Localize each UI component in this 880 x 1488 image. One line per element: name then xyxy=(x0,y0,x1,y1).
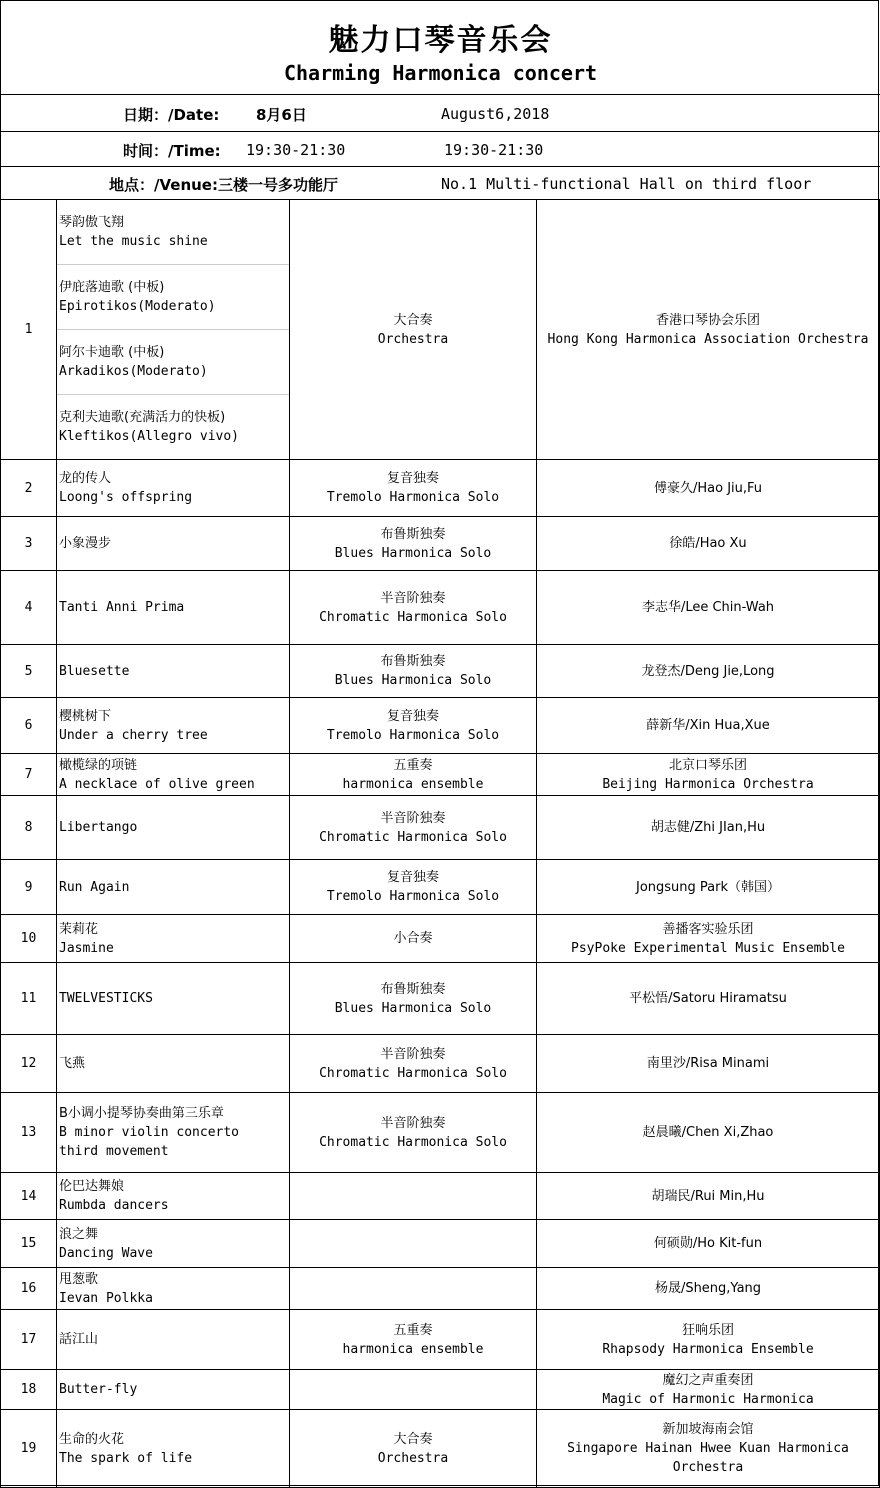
performer xyxy=(537,754,880,796)
piece-cell xyxy=(57,1268,290,1310)
date-row xyxy=(1,95,880,132)
performer-english: Singapore Hainan Hwee Kuan Harmonica xyxy=(567,1441,849,1456)
performer-english: Hong Kong Harmonica Association Orchestra xyxy=(547,331,869,347)
table-row xyxy=(1,915,880,963)
title-chinese: 魅力口琴音乐会 xyxy=(328,23,553,58)
piece-cell xyxy=(57,460,290,517)
table-row xyxy=(1,754,880,796)
form-chinese: 半音阶独奏 xyxy=(380,590,446,606)
performer-name: 李志华/Lee Chin-Wah xyxy=(641,600,775,615)
table-row xyxy=(1,963,880,1035)
table-row xyxy=(1,1310,880,1370)
form-english: Chromatic Harmonica Solo xyxy=(319,1065,507,1081)
performance-form xyxy=(290,1410,537,1488)
performer-name: 龙登杰/Deng Jie,Long xyxy=(641,663,775,679)
title-block xyxy=(1,1,880,95)
piece-cell xyxy=(57,1310,290,1370)
piece-cell xyxy=(57,1220,290,1268)
form-english: Chromatic Harmonica Solo xyxy=(319,609,507,625)
performer xyxy=(537,1220,880,1268)
item-number: 8 xyxy=(1,796,57,860)
date-english: August6,2018 xyxy=(441,105,550,123)
performer-name: 赵晨曦/Chen Xi,Zhao xyxy=(642,1125,774,1140)
piece-title-english: Butter-fly xyxy=(59,1382,138,1397)
performance-form xyxy=(290,860,537,915)
piece-title-chinese: 琴韵傲飞翔 xyxy=(59,215,125,230)
piece-cell xyxy=(57,698,290,754)
form-chinese: 半音阶独奏 xyxy=(380,1115,446,1131)
form-chinese: 半音阶独奏 xyxy=(380,810,446,826)
form-chinese: 小合奏 xyxy=(393,931,433,946)
performer-name: 薛新华/Xin Hua,Xue xyxy=(646,718,770,733)
piece-title-chinese: 茉莉花 xyxy=(59,921,99,937)
performer xyxy=(537,1173,880,1220)
form-english: Blues Harmonica Solo xyxy=(334,1000,492,1016)
form-chinese: 五重奏 xyxy=(393,1322,433,1338)
table-row xyxy=(1,796,880,860)
time-label: 时间：/Time: xyxy=(123,142,221,160)
piece-title-english: Let the music shine xyxy=(59,234,208,249)
performance-form xyxy=(290,200,537,460)
table-row xyxy=(1,1220,880,1268)
piece-cell xyxy=(57,1093,290,1173)
table-row xyxy=(1,1268,880,1310)
form-chinese: 布鲁斯独奏 xyxy=(380,526,446,542)
performer-name: 杨晟/Sheng,Yang xyxy=(654,1281,762,1296)
performance-form xyxy=(290,571,537,645)
form-chinese: 复音独奏 xyxy=(386,708,439,724)
performance-form xyxy=(290,1310,537,1370)
form-chinese: 复音独奏 xyxy=(386,471,439,486)
performer-name: 胡志健/Zhi JIan,Hu xyxy=(650,820,766,835)
performer xyxy=(537,796,880,860)
title-english: Charming Harmonica concert xyxy=(283,61,598,85)
performer xyxy=(537,963,880,1035)
date-label: 日期：/Date: xyxy=(123,106,220,124)
piece-cell xyxy=(57,1035,290,1093)
performance-form xyxy=(290,915,537,963)
piece-title-english-2: third movement xyxy=(59,1144,169,1159)
form-english: Tremolo Harmonica Solo xyxy=(326,490,500,505)
item-number: 11 xyxy=(1,963,57,1035)
piece-title-chinese: 生命的火花 xyxy=(59,1431,125,1447)
piece-title-chinese: 小象漫步 xyxy=(59,536,112,551)
performance-form xyxy=(290,796,537,860)
performer-english: Rhapsody Harmonica Ensemble xyxy=(602,1341,814,1357)
form-chinese: 布鲁斯独奏 xyxy=(380,654,446,669)
venue-english: No.1 Multi-functional Hall on third floor xyxy=(441,175,812,193)
table-row xyxy=(1,200,880,460)
table-row xyxy=(1,860,880,915)
piece-cell xyxy=(57,963,290,1035)
performer xyxy=(537,460,880,517)
item-number: 2 xyxy=(1,460,57,517)
form-english: Tremolo Harmonica Solo xyxy=(326,889,500,904)
performer xyxy=(537,1370,880,1410)
piece-title-chinese: 話江山 xyxy=(59,1332,99,1347)
time-english: 19:30-21:30 xyxy=(444,141,544,159)
piece-cell xyxy=(57,796,290,860)
performer xyxy=(537,1093,880,1173)
form-chinese: 五重奏 xyxy=(393,757,433,773)
piece-title-chinese: 伦巴达舞娘 xyxy=(59,1179,125,1194)
time-chinese: 19:30-21:30 xyxy=(246,141,346,159)
performer-chinese: 魔幻之声重奏团 xyxy=(662,1372,754,1388)
piece-cell xyxy=(57,754,290,796)
form-english: Blues Harmonica Solo xyxy=(334,673,492,688)
item-number: 7 xyxy=(1,754,57,796)
piece-title-english: TWELVESTICKS xyxy=(59,991,153,1006)
piece-title-english: Run Again xyxy=(59,879,130,895)
piece-title-chinese: 浪之舞 xyxy=(59,1226,99,1242)
form-english: harmonica ensemble xyxy=(342,776,484,792)
table-row xyxy=(1,1173,880,1220)
form-english: Orchestra xyxy=(377,1450,449,1466)
performer xyxy=(537,517,880,571)
item-number: 19 xyxy=(1,1410,57,1488)
sub-piece xyxy=(57,265,289,330)
venue-row xyxy=(1,167,880,200)
piece-title-english: Epirotikos(Moderato) xyxy=(59,299,216,314)
form-chinese: 复音独奏 xyxy=(386,870,439,885)
sub-piece xyxy=(57,395,289,459)
item-number: 4 xyxy=(1,571,57,645)
table-row xyxy=(1,645,880,698)
item-number: 9 xyxy=(1,860,57,915)
item-number: 13 xyxy=(1,1093,57,1173)
piece-title-chinese: 橄榄绿的项链 xyxy=(59,757,138,773)
performer-chinese: 善播客实验乐团 xyxy=(662,921,754,937)
table-row xyxy=(1,1093,880,1173)
piece-title-english: Under a cherry tree xyxy=(59,727,208,743)
performer-name: 何硕勋/Ho Kit-fun xyxy=(653,1236,763,1251)
form-english: Blues Harmonica Solo xyxy=(334,545,492,561)
piece-title-chinese: 阿尔卡迪歌 (中板) xyxy=(59,345,165,360)
table-row xyxy=(1,698,880,754)
piece-cell xyxy=(57,1173,290,1220)
form-english: Orchestra xyxy=(377,331,449,347)
piece-title-english: Jasmine xyxy=(59,940,114,956)
performer xyxy=(537,645,880,698)
piece-cell xyxy=(57,1370,290,1410)
performance-form xyxy=(290,754,537,796)
sub-piece xyxy=(57,200,289,265)
item-number: 1 xyxy=(1,200,57,460)
item-number: 16 xyxy=(1,1268,57,1310)
performer xyxy=(537,1410,880,1488)
performer xyxy=(537,1310,880,1370)
table-row xyxy=(1,571,880,645)
piece-title-english: Rumbda dancers xyxy=(59,1198,169,1213)
performer-english-2: Orchestra xyxy=(672,1460,744,1475)
table-row xyxy=(1,1370,880,1410)
form-english: Tremolo Harmonica Solo xyxy=(326,727,500,743)
performer xyxy=(537,915,880,963)
item-number: 5 xyxy=(1,645,57,698)
performance-form xyxy=(290,517,537,571)
piece-title-english: The spark of life xyxy=(59,1450,193,1466)
form-english: Chromatic Harmonica Solo xyxy=(319,829,507,845)
table-row xyxy=(1,1410,880,1488)
performer-name: Jongsung Park（韩国） xyxy=(635,879,780,895)
piece-title-english: Bluesette xyxy=(59,663,130,679)
performer-chinese: 新加坡海南会馆 xyxy=(662,1422,754,1437)
piece-title-english: Ievan Polkka xyxy=(59,1290,153,1306)
piece-title-chinese: 飞燕 xyxy=(59,1056,86,1071)
piece-cell xyxy=(57,517,290,571)
sub-piece xyxy=(57,330,289,395)
piece-title-english: Loong's offspring xyxy=(59,490,193,505)
piece-title-english: Kleftikos(Allegro vivo) xyxy=(59,429,240,444)
performer xyxy=(537,698,880,754)
piece-title-chinese: 樱桃树下 xyxy=(59,708,112,724)
table-row xyxy=(1,517,880,571)
performance-form xyxy=(290,1093,537,1173)
piece-title-chinese: B小调小提琴协奏曲第三乐章 xyxy=(59,1106,224,1121)
form-chinese: 大合奏 xyxy=(393,1431,433,1447)
performer xyxy=(537,571,880,645)
performer-chinese: 北京口琴乐团 xyxy=(668,757,747,773)
performer-english: Magic of Harmonic Harmonica xyxy=(602,1391,814,1407)
performance-form xyxy=(290,698,537,754)
performance-form xyxy=(290,1220,537,1268)
piece-cell xyxy=(57,860,290,915)
item-number: 10 xyxy=(1,915,57,963)
item-number: 14 xyxy=(1,1173,57,1220)
piece-cell xyxy=(57,571,290,645)
form-english: harmonica ensemble xyxy=(342,1341,484,1357)
performer-english: PsyPoke Experimental Music Ensemble xyxy=(571,940,845,956)
performance-form xyxy=(290,1268,537,1310)
item-number: 15 xyxy=(1,1220,57,1268)
table-row xyxy=(1,1035,880,1093)
performance-form xyxy=(290,1035,537,1093)
piece-title-english: B minor violin concerto xyxy=(59,1125,240,1140)
date-chinese: 8月6日 xyxy=(256,106,307,124)
piece-title-english: Dancing Wave xyxy=(59,1245,153,1261)
performer-name: 南里沙/Risa Minami xyxy=(646,1056,770,1071)
piece-title-english: Tanti Anni Prima xyxy=(59,600,185,615)
venue-label: 地点：/Venue:三楼一号多功能厅 xyxy=(109,176,338,194)
form-english: Chromatic Harmonica Solo xyxy=(319,1134,507,1150)
performance-form xyxy=(290,963,537,1035)
piece-cell xyxy=(57,1410,290,1488)
piece-title-chinese: 甩葱歌 xyxy=(59,1271,99,1287)
form-chinese: 半音阶独奏 xyxy=(380,1046,446,1062)
form-chinese: 大合奏 xyxy=(393,312,433,328)
performer-name: 傅豪久/Hao Jiu,Fu xyxy=(653,480,763,496)
performer xyxy=(537,1268,880,1310)
time-row xyxy=(1,132,880,167)
item-number: 6 xyxy=(1,698,57,754)
item-number: 12 xyxy=(1,1035,57,1093)
performer-english: Beijing Harmonica Orchestra xyxy=(602,776,814,792)
item-number: 3 xyxy=(1,517,57,571)
performer xyxy=(537,1035,880,1093)
piece-cell xyxy=(57,645,290,698)
performer xyxy=(537,860,880,915)
piece-title-english: A necklace of olive green xyxy=(59,776,255,792)
performer-chinese: 香港口琴协会乐团 xyxy=(655,312,760,328)
performer-name: 平松悟/Satoru Hiramatsu xyxy=(629,991,787,1006)
piece-title-english: Libertango xyxy=(59,820,138,835)
piece-title-chinese: 克利夫迪歌(充满活力的快板) xyxy=(59,410,226,425)
performance-form xyxy=(290,1370,537,1410)
piece-title-chinese: 伊庇落迪歌 (中板) xyxy=(59,280,165,295)
item-number: 18 xyxy=(1,1370,57,1410)
piece-title-english: Arkadikos(Moderato) xyxy=(59,364,208,379)
performer-chinese: 狂响乐团 xyxy=(681,1322,734,1338)
piece-title-chinese: 龙的传人 xyxy=(59,471,112,486)
performance-form xyxy=(290,460,537,517)
piece-cell xyxy=(57,915,290,963)
performer-name: 徐皓/Hao Xu xyxy=(669,536,747,551)
performer xyxy=(537,200,880,460)
program-table xyxy=(0,199,880,1488)
item-number: 17 xyxy=(1,1310,57,1370)
performer-name: 胡瑞民/Rui Min,Hu xyxy=(651,1188,765,1204)
table-row xyxy=(1,460,880,517)
piece-cell xyxy=(57,200,290,460)
performance-form xyxy=(290,1173,537,1220)
performance-form xyxy=(290,645,537,698)
form-chinese: 布鲁斯独奏 xyxy=(380,981,446,997)
